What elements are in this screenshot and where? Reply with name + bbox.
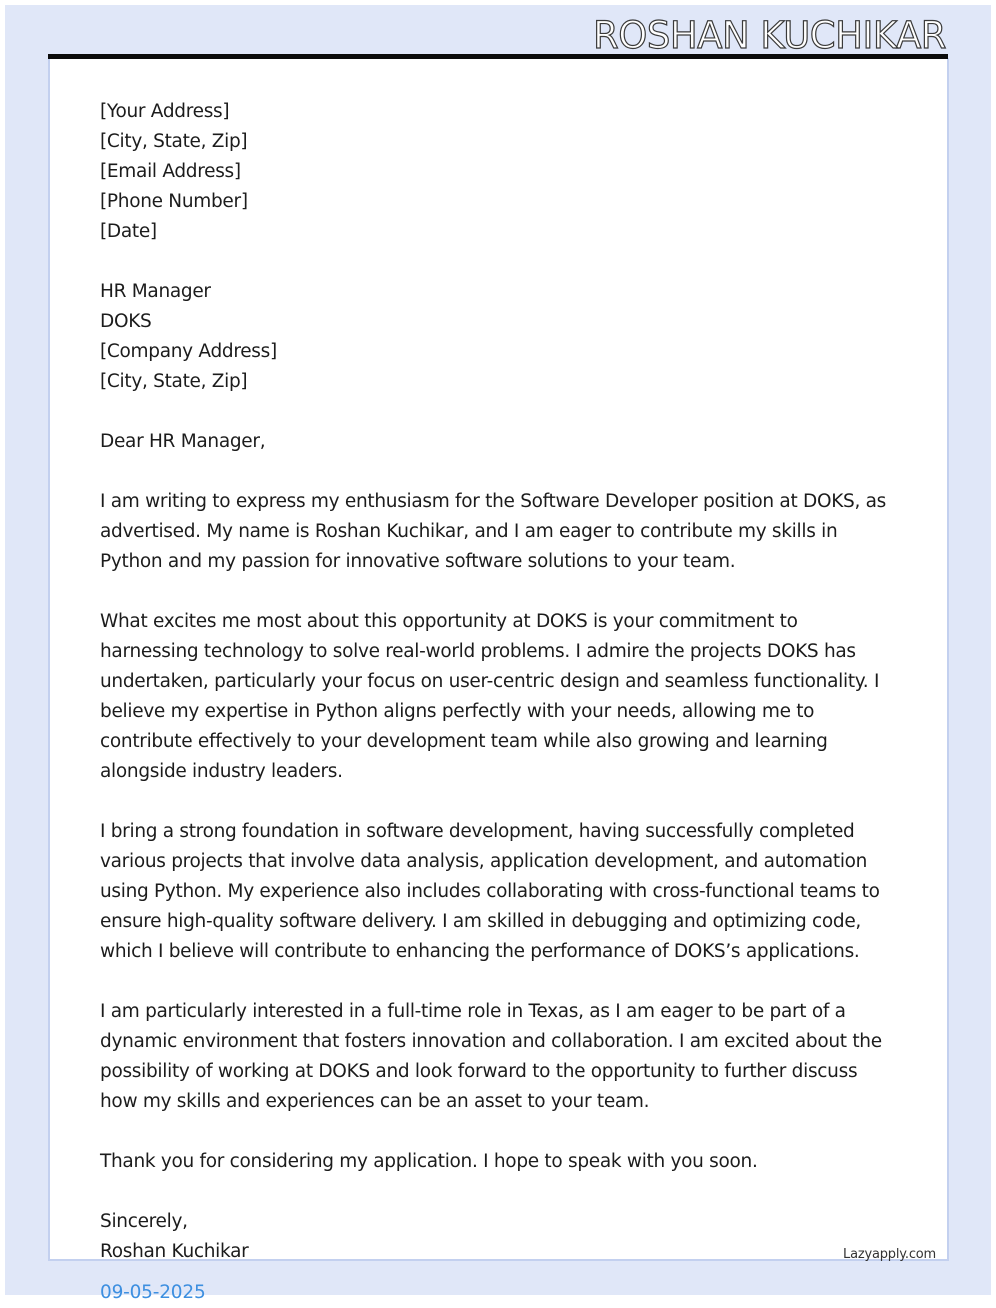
salutation: Dear HR Manager, (100, 431, 266, 452)
recipient-title: HR Manager (100, 281, 211, 302)
paragraph-intro: I am writing to express my enthusiasm for the Software Developer position at DOKS, as advertised. My name is Roshan Kuchikar, and I am eager to contribute my skills in Python and my passion for innovative software solutions to your team. (100, 491, 887, 572)
sender-city-state-zip: [City, State, Zip] (100, 131, 248, 152)
spacer (100, 1117, 900, 1147)
paragraph-interest: I am particularly interested in a full-time role in Texas, as I am eager to be part of a dynamic environment that fosters innovation and collaboration. I am excited about the possibility of working at DOKS and look forward to the opportunity to further discuss how my skills and experiences can be an asset to your team. (100, 1001, 882, 1112)
paragraph-thanks: Thank you for considering my application. I hope to speak with you soon. (100, 1151, 758, 1172)
recipient-city-state-zip: [City, State, Zip] (100, 371, 248, 392)
paragraph-motivation: What excites me most about this opportunity at DOKS is your commitment to harnessing technology to solve real-world problems. I admire the projects DOKS has undertaken, particularly your focus on user-centric design and seamless functionality. I believe my expertise in Python aligns perfectly with your needs, allowing me to contribute effectively to your development team while also growing and learning alongside industry leaders. (100, 611, 880, 782)
sender-address: [Your Address] (100, 101, 230, 122)
spacer (100, 1177, 900, 1207)
sender-phone: [Phone Number] (100, 191, 248, 212)
spacer (100, 967, 900, 997)
footer-date: 09-05-2025 (100, 1282, 206, 1303)
spacer (100, 457, 900, 487)
recipient-address: [Company Address] (100, 341, 277, 362)
sender-date: [Date] (100, 221, 157, 242)
cover-letter-body (100, 97, 900, 1267)
spacer (100, 247, 900, 277)
lazyapply-watermark: Lazyapply.com (843, 1247, 936, 1262)
paragraph-experience: I bring a strong foundation in software development, having successfully completed various projects that involve data analysis, application development, and automation using Python. My experience also includes collaborating with cross-functional teams to ensure high-quality software delivery. I am skilled in debugging and optimizing code, which I believe will contribute to enhancing the performance of DOKS’s applications. (100, 821, 880, 962)
applicant-name-heading: ROSHAN KUCHIKAR (593, 14, 946, 57)
spacer (100, 577, 900, 607)
spacer (100, 787, 900, 817)
signature-name: Roshan Kuchikar (100, 1241, 249, 1262)
recipient-company: DOKS (100, 311, 152, 332)
closing: Sincerely, (100, 1211, 188, 1232)
spacer (100, 397, 900, 427)
sender-email: [Email Address] (100, 161, 241, 182)
